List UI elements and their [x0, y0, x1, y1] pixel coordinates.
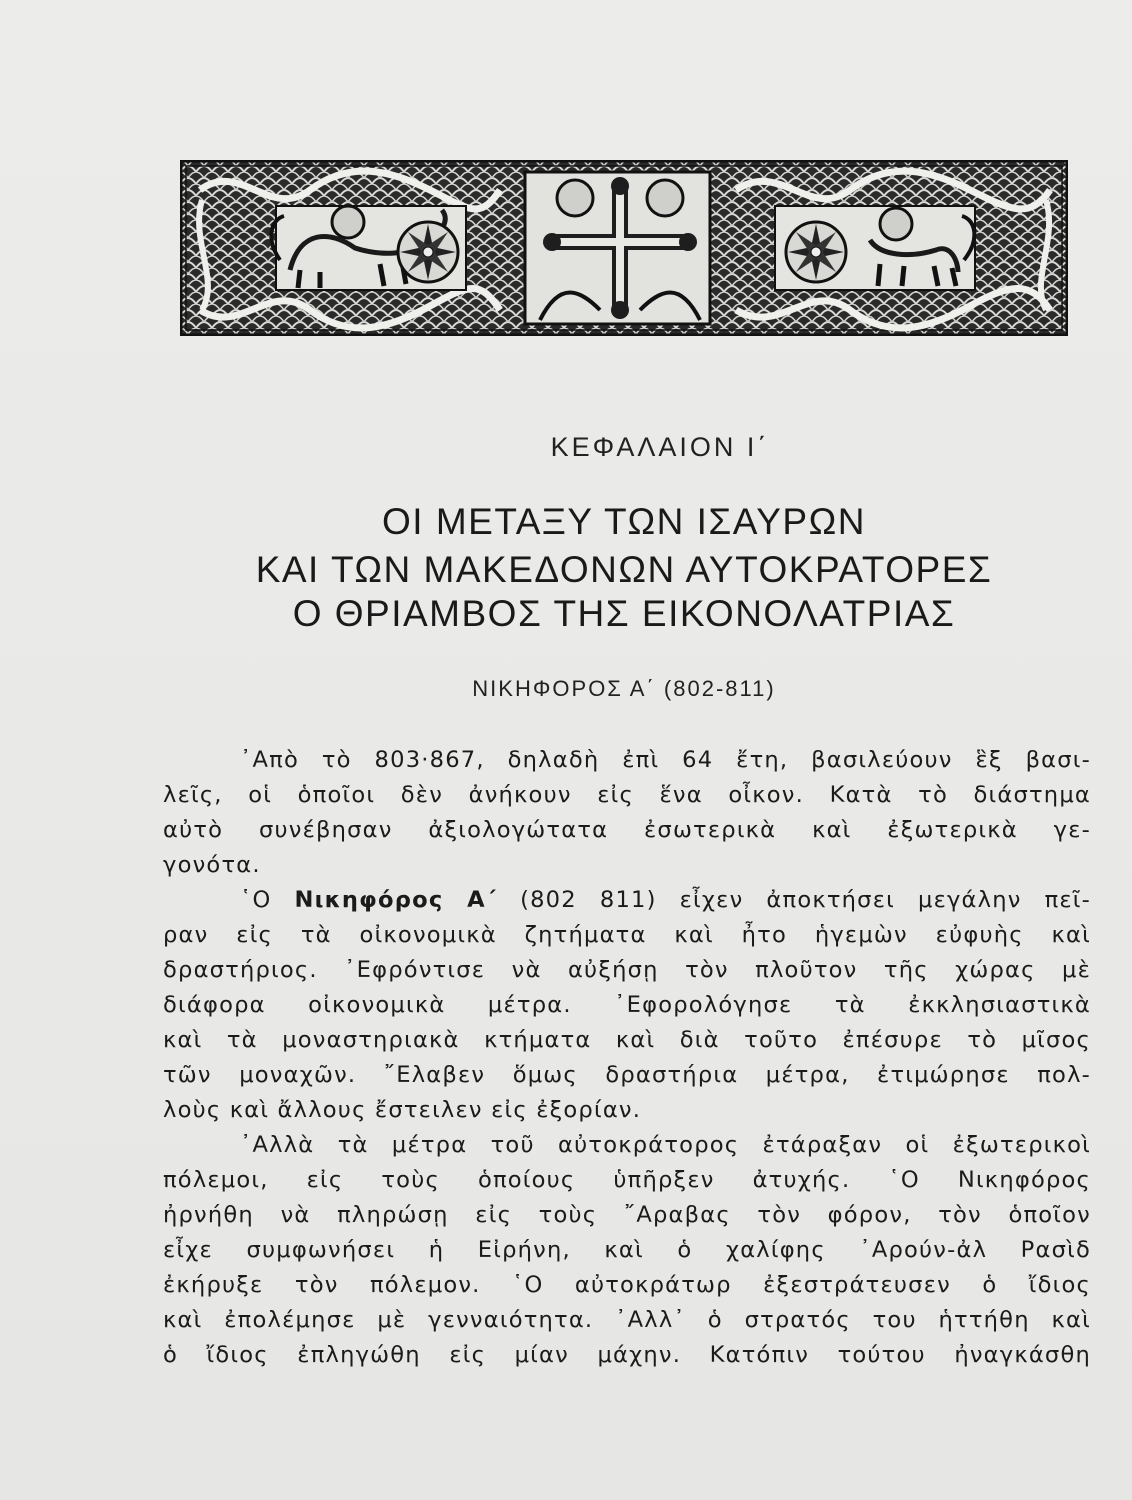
- section-subheading: ΝΙΚΗΦΟΡΟΣ Α΄ (802-811): [472, 676, 776, 701]
- body-line-with-name: [240, 885, 1091, 915]
- sentence-article: ῾Ο: [240, 887, 272, 913]
- body-line: καὶ ἐπολέμησε μὲ γενναιότητα. ᾿Αλλ᾿ ὁ στρατός του ἡττήθη καὶ: [163, 1307, 1091, 1333]
- sentence-rest: (802 811) εἶχεν ἀποκτήσει μεγάλην πεῖ-: [520, 887, 1092, 913]
- body-line: διάφορα οἰκονομικὰ μέτρα. ᾿Εφορολόγησε τὰ ἐκκλησιαστικὰ: [163, 992, 1091, 1018]
- chapter-title-line-3: Ο ΘΡΙΑΜΒΟΣ ΤΗΣ ΕΙΚΟΝΟΛΑΤΡΙΑΣ: [292, 593, 956, 634]
- body-line: αὐτὸ συνέβησαν ἀξιολογώτατα ἐσωτερικὰ καὶ ἐξωτερικὰ γε-: [163, 817, 1091, 843]
- body-line: ραν εἰς τὰ οἰκονομικὰ ζητήματα καὶ ἦτο ἡγεμὼν εὐφυὴς καὶ: [163, 922, 1091, 948]
- body-line: τῶν μοναχῶν. ῎Ελαβεν ὅμως δραστήρια μέτρα, ἐτιμώρησε πολ-: [163, 1062, 1091, 1088]
- body-line: ᾿Απὸ τὸ 803·867, δηλαδὴ ἐπὶ 64 ἔτη, βασιλεύουν ἓξ βασι-: [240, 747, 1091, 773]
- body-line: ἐκήρυξε τὸν πόλεμον. ῾Ο αὐτοκράτωρ ἐξεστράτευσεν ὁ ἴδιος: [163, 1272, 1091, 1298]
- body-line: λεῖς, οἱ ὁποῖοι δὲν ἀνήκουν εἰς ἕνα οἶκον. Κατὰ τὸ διάστημα: [163, 782, 1091, 808]
- body-line: λοὺς καὶ ἄλλους ἔστειλεν εἰς ἐξορίαν.: [163, 1097, 642, 1123]
- body-line: ᾿Αλλὰ τὰ μέτρα τοῦ αὐτοκράτορος ἐτάραξαν οἱ ἐξωτερικοὶ: [240, 1132, 1091, 1158]
- chapter-title-line-2: ΚΑΙ ΤΩΝ ΜΑΚΕΔΟΝΩΝ ΑΥΤΟΚΡΑΤΟΡΕΣ: [255, 549, 993, 590]
- body-line: καὶ τὰ μοναστηριακὰ κτήματα καὶ διὰ τοῦτο ἐπέσυρε τὸ μῖσος: [163, 1027, 1091, 1053]
- emperor-name: Νικηφόρος Α΄: [294, 887, 498, 913]
- body-line: δραστήριος. ᾿Εφρόντισε νὰ αὐξήσῃ τὸν πλοῦτον τῆς χώρας μὲ: [163, 957, 1091, 983]
- body-line: πόλεμοι, εἰς τοὺς ὁποίους ὑπῆρξεν ἀτυχής. ῾Ο Νικηφόρος: [163, 1167, 1091, 1193]
- center-cross-panel: [525, 172, 710, 324]
- chapter-label: ΚΕΦΑΛΑΙΟΝ Ι΄: [550, 432, 770, 462]
- body-line: εἶχε συμφωνήσει ἡ Εἰρήνη, καὶ ὁ χαλίφης ᾿Αρούν-ἀλ Ρασὶδ: [163, 1237, 1091, 1263]
- body-line: ὁ ἴδιος ἐπληγώθη εἰς μίαν μάχην. Κατόπιν τούτου ἠναγκάσθη: [163, 1342, 1091, 1368]
- left-panel: [192, 171, 512, 328]
- body-line: γονότα.: [163, 852, 261, 878]
- chapter-title-line-1: ΟΙ ΜΕΤΑΞΥ ΤΩΝ ΙΣΑΥΡΩΝ: [382, 501, 866, 542]
- byzantine-frieze-icon: [180, 160, 1068, 336]
- body-line: ἠρνήθη νὰ πληρώσῃ εἰς τοὺς ῎Αραβας τὸν φόρον, τὸν ὁποῖον: [163, 1202, 1091, 1228]
- right-panel: [723, 171, 1056, 328]
